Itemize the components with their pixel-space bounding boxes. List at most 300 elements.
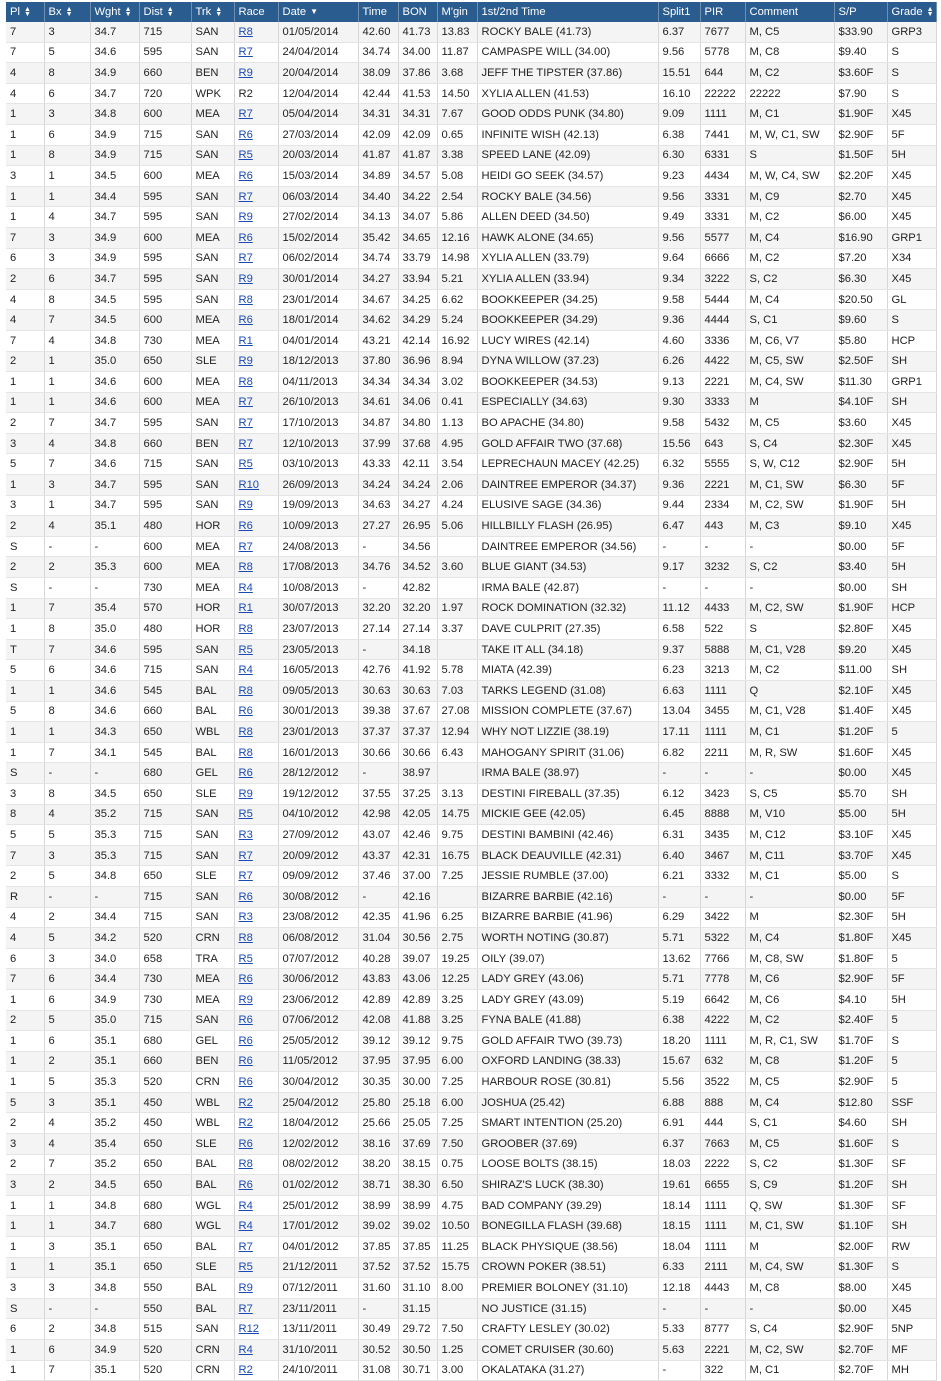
cell-race [234, 495, 278, 516]
cell-sp: $2.10F [834, 681, 887, 702]
cell-pl: 2 [6, 1010, 44, 1031]
cell-time: 38.09 [358, 63, 398, 84]
race-link[interactable]: R8 [238, 375, 253, 388]
cell-time: 27.14 [358, 619, 398, 640]
cell-time: 30.66 [358, 742, 398, 763]
cell-pl: 1 [6, 619, 44, 640]
cell-time: 42.09 [358, 124, 398, 145]
race-link[interactable]: R7 [238, 396, 253, 409]
race-link[interactable]: R6 [238, 890, 253, 903]
cell-race [234, 1134, 278, 1155]
race-link[interactable]: R2 [238, 1117, 253, 1130]
column-header-sp [834, 2, 887, 22]
cell-time: 30.52 [358, 1340, 398, 1361]
race-link[interactable]: R7 [238, 417, 253, 430]
race-link[interactable]: R6 [238, 169, 253, 182]
cell-date: 20/03/2014 [278, 145, 358, 166]
cell-race [234, 886, 278, 907]
cell-race [234, 1237, 278, 1258]
race-link[interactable]: R6 [238, 520, 253, 533]
race-link[interactable]: R7 [238, 1240, 253, 1253]
column-header-wght[interactable] [90, 2, 139, 22]
cell-comment: M, C6 [745, 969, 834, 990]
cell-trk: MEA [191, 578, 234, 599]
cell-pir: 3222 [700, 269, 745, 290]
cell-sp: $0.00 [834, 1298, 887, 1319]
cell-grade: 5H [887, 804, 936, 825]
race-link[interactable]: R7 [238, 870, 253, 883]
cell-pl: 4 [6, 928, 44, 949]
cell-date: 26/09/2013 [278, 475, 358, 496]
race-link[interactable]: R9 [238, 787, 253, 800]
cell-pir: - [700, 536, 745, 557]
cell-date: 01/05/2014 [278, 22, 358, 42]
cell-bx: 5 [44, 1010, 90, 1031]
cell-split1: 6.38 [658, 1010, 700, 1031]
column-header-split1 [658, 2, 700, 22]
race-link[interactable]: R7 [238, 252, 253, 265]
cell-race [234, 969, 278, 990]
race-link[interactable]: R6 [238, 1076, 253, 1089]
race-link[interactable]: R9 [238, 66, 253, 79]
cell-sp: $1.30F [834, 1154, 887, 1175]
sort-both-icon[interactable]: ▲ ▼ [124, 5, 132, 18]
race-link[interactable]: R9 [238, 499, 253, 512]
race-link[interactable]: R6 [238, 128, 253, 141]
race-link[interactable]: R2 [238, 1096, 253, 1109]
cell-wght: 35.0 [90, 1010, 139, 1031]
cell-pir: 3522 [700, 1072, 745, 1093]
cell-wght: 34.6 [90, 392, 139, 413]
sort-both-icon[interactable]: ▲ ▼ [23, 5, 31, 18]
cell-first: BOOKKEEPER (34.25) [477, 289, 658, 310]
cell-race [234, 1051, 278, 1072]
race-link[interactable]: R4 [238, 1343, 253, 1356]
table-row [6, 1257, 936, 1278]
cell-dist: 595 [139, 42, 191, 63]
column-header-trk[interactable] [191, 2, 234, 22]
race-link[interactable]: R6 [238, 973, 253, 986]
cell-pir: 2211 [700, 742, 745, 763]
race-link[interactable]: R9 [238, 272, 253, 285]
cell-pl: T [6, 639, 44, 660]
sort-both-icon[interactable]: ▲ ▼ [215, 5, 223, 18]
cell-trk: MEA [191, 969, 234, 990]
race-link[interactable]: R7 [238, 437, 253, 450]
race-link[interactable]: R2 [238, 1364, 253, 1377]
cell-time: 31.60 [358, 1278, 398, 1299]
cell-time: 30.35 [358, 1072, 398, 1093]
cell-date: 21/12/2011 [278, 1257, 358, 1278]
cell-race [234, 516, 278, 537]
sort-desc-icon[interactable]: ▼ [310, 7, 319, 17]
race-link[interactable]: R6 [238, 1014, 253, 1027]
cell-mgin: 3.38 [437, 145, 477, 166]
race-link[interactable]: R6 [238, 314, 253, 327]
race-link[interactable]: R9 [238, 1282, 253, 1295]
cell-sp: $1.60F [834, 742, 887, 763]
cell-pir: 443 [700, 516, 745, 537]
race-link[interactable]: R5 [238, 643, 253, 656]
cell-sp: $1.40F [834, 701, 887, 722]
cell-pir: 5778 [700, 42, 745, 63]
cell-grade: MH [887, 1360, 936, 1381]
cell-wght: 34.9 [90, 124, 139, 145]
race-link[interactable]: R5 [238, 149, 253, 162]
cell-wght: 34.4 [90, 907, 139, 928]
column-header-date[interactable] [278, 2, 358, 22]
cell-wght: 35.3 [90, 557, 139, 578]
race-link[interactable]: R7 [238, 108, 253, 121]
cell-first: GOLD AFFAIR TWO (39.73) [477, 1031, 658, 1052]
cell-race [234, 269, 278, 290]
cell-bon: 42.82 [398, 578, 437, 599]
cell-pl: 2 [6, 516, 44, 537]
cell-comment: M [745, 907, 834, 928]
race-link[interactable]: R8 [238, 293, 253, 306]
cell-trk: SLE [191, 1257, 234, 1278]
cell-wght: 34.9 [90, 227, 139, 248]
cell-trk: MEA [191, 330, 234, 351]
race-link[interactable]: R3 [238, 911, 253, 924]
race-link[interactable]: R7 [238, 849, 253, 862]
cell-wght: 34.8 [90, 1195, 139, 1216]
race-link[interactable]: R8 [238, 725, 253, 738]
cell-pl: 1 [6, 186, 44, 207]
cell-bon: 25.18 [398, 1092, 437, 1113]
cell-date: 17/10/2013 [278, 413, 358, 434]
cell-wght: 34.7 [90, 269, 139, 290]
cell-bon: 34.65 [398, 227, 437, 248]
cell-trk: SAN [191, 124, 234, 145]
cell-first: ELUSIVE SAGE (34.36) [477, 495, 658, 516]
table-row [6, 392, 936, 413]
race-link[interactable]: R4 [238, 1199, 253, 1212]
cell-bx: 4 [44, 1134, 90, 1155]
cell-race [234, 845, 278, 866]
cell-race [234, 475, 278, 496]
cell-grade: X45 [887, 639, 936, 660]
cell-time: - [358, 578, 398, 599]
cell-date: 04/01/2012 [278, 1237, 358, 1258]
race-link[interactable]: R6 [238, 767, 253, 780]
column-header-bx[interactable] [44, 2, 90, 22]
cell-comment: M, C5 [745, 22, 834, 42]
cell-split1: 9.44 [658, 495, 700, 516]
race-link[interactable]: R4 [238, 664, 253, 677]
cell-split1: 15.56 [658, 433, 700, 454]
cell-sp: $2.30F [834, 907, 887, 928]
cell-date: 07/06/2012 [278, 1010, 358, 1031]
cell-wght: 35.0 [90, 619, 139, 640]
cell-comment: M, C12 [745, 825, 834, 846]
cell-trk: TRA [191, 948, 234, 969]
race-link[interactable]: R1 [238, 602, 253, 615]
cell-first: BO APACHE (34.80) [477, 413, 658, 434]
cell-time: 34.24 [358, 475, 398, 496]
cell-sp: $16.90 [834, 227, 887, 248]
cell-split1: 9.36 [658, 475, 700, 496]
cell-race [234, 1216, 278, 1237]
cell-trk: BAL [191, 701, 234, 722]
cell-sp: $7.20 [834, 248, 887, 269]
cell-mgin: 6.25 [437, 907, 477, 928]
cell-wght: 34.9 [90, 248, 139, 269]
cell-time: 25.66 [358, 1113, 398, 1134]
cell-mgin: 5.21 [437, 269, 477, 290]
cell-first: JOSHUA (25.42) [477, 1092, 658, 1113]
cell-race [234, 763, 278, 784]
cell-pir: 4222 [700, 1010, 745, 1031]
table-row [6, 742, 936, 763]
cell-first: HAWK ALONE (34.65) [477, 227, 658, 248]
cell-trk: BAL [191, 742, 234, 763]
cell-split1: 6.29 [658, 907, 700, 928]
cell-split1: 6.31 [658, 825, 700, 846]
cell-race [234, 124, 278, 145]
race-link[interactable]: R6 [238, 231, 253, 244]
cell-bon: 37.37 [398, 722, 437, 743]
cell-grade: S [887, 1134, 936, 1155]
cell-split1: 9.58 [658, 289, 700, 310]
cell-pir: 5432 [700, 413, 745, 434]
cell-trk: CRN [191, 1340, 234, 1361]
cell-comment: M, C2, SW [745, 1340, 834, 1361]
cell-mgin: 3.13 [437, 783, 477, 804]
race-link[interactable]: R1 [238, 334, 253, 347]
cell-comment: M, C1, SW [745, 1216, 834, 1237]
cell-bon: 41.96 [398, 907, 437, 928]
race-link[interactable]: R4 [238, 1220, 253, 1233]
cell-race [234, 1278, 278, 1299]
cell-date: 20/04/2014 [278, 63, 358, 84]
cell-bon: 39.07 [398, 948, 437, 969]
table-row [6, 1154, 936, 1175]
table-header-row [6, 2, 936, 22]
cell-race [234, 948, 278, 969]
cell-pl: 8 [6, 804, 44, 825]
race-link[interactable]: R6 [238, 1055, 253, 1068]
cell-first: COMET CRUISER (30.60) [477, 1340, 658, 1361]
cell-dist: 715 [139, 1010, 191, 1031]
cell-race [234, 207, 278, 228]
cell-date: 30/07/2013 [278, 598, 358, 619]
column-header-grade[interactable] [887, 2, 936, 22]
cell-first: OXFORD LANDING (38.33) [477, 1051, 658, 1072]
race-link[interactable]: R12 [238, 1323, 260, 1336]
cell-date: 05/04/2014 [278, 104, 358, 125]
cell-split1: 9.49 [658, 207, 700, 228]
race-link[interactable]: R7 [238, 540, 253, 553]
cell-grade: X45 [887, 845, 936, 866]
race-link[interactable]: R8 [238, 931, 253, 944]
cell-first: SMART INTENTION (25.20) [477, 1113, 658, 1134]
race-link[interactable]: R7 [238, 46, 253, 59]
cell-pl: 1 [6, 1216, 44, 1237]
cell-comment: M, R, C1, SW [745, 1031, 834, 1052]
race-link[interactable]: R8 [238, 623, 253, 636]
cell-pl: S [6, 763, 44, 784]
cell-mgin: 3.02 [437, 372, 477, 393]
cell-dist: 480 [139, 516, 191, 537]
cell-wght: 35.0 [90, 351, 139, 372]
cell-grade: SH [887, 660, 936, 681]
cell-bon: 34.22 [398, 186, 437, 207]
sort-both-icon[interactable]: ▲ ▼ [166, 5, 174, 18]
cell-date: 07/12/2011 [278, 1278, 358, 1299]
cell-mgin: 0.75 [437, 1154, 477, 1175]
cell-grade: SH [887, 1216, 936, 1237]
cell-bon: 42.11 [398, 454, 437, 475]
cell-split1: 6.47 [658, 516, 700, 537]
race-link[interactable]: R8 [238, 25, 253, 38]
cell-wght: 35.1 [90, 1360, 139, 1381]
cell-bx: 3 [44, 1092, 90, 1113]
table-row [6, 928, 936, 949]
race-link[interactable]: R6 [238, 1137, 253, 1150]
cell-dist: 595 [139, 475, 191, 496]
cell-dist: 715 [139, 124, 191, 145]
cell-split1: 6.91 [658, 1113, 700, 1134]
cell-time: 37.95 [358, 1051, 398, 1072]
cell-dist: 600 [139, 310, 191, 331]
table-row [6, 413, 936, 434]
cell-first: DAINTREE EMPEROR (34.56) [477, 536, 658, 557]
cell-race [234, 392, 278, 413]
cell-time: - [358, 886, 398, 907]
race-link[interactable]: R5 [238, 808, 253, 821]
cell-dist: 650 [139, 1154, 191, 1175]
cell-mgin: 12.16 [437, 227, 477, 248]
cell-time: 40.28 [358, 948, 398, 969]
cell-first: JEFF THE TIPSTER (37.86) [477, 63, 658, 84]
race-link[interactable]: R4 [238, 581, 253, 594]
column-header-pl[interactable] [6, 2, 44, 22]
cell-pl: S [6, 578, 44, 599]
cell-dist: 520 [139, 1072, 191, 1093]
cell-dist: 715 [139, 145, 191, 166]
race-link[interactable]: R5 [238, 1261, 253, 1274]
cell-mgin: 9.75 [437, 825, 477, 846]
cell-time: 38.99 [358, 1195, 398, 1216]
cell-trk: GEL [191, 1031, 234, 1052]
race-link[interactable]: R7 [238, 1302, 253, 1315]
cell-dist: 570 [139, 598, 191, 619]
race-link[interactable]: R8 [238, 684, 253, 697]
cell-dist: 720 [139, 83, 191, 104]
cell-grade: S [887, 63, 936, 84]
cell-first: CROWN POKER (38.51) [477, 1257, 658, 1278]
sort-both-icon[interactable]: ▲ ▼ [926, 5, 934, 18]
cell-dist: 715 [139, 886, 191, 907]
cell-mgin: 14.75 [437, 804, 477, 825]
race-link[interactable]: R5 [238, 952, 253, 965]
cell-split1: 6.88 [658, 1092, 700, 1113]
cell-wght: - [90, 763, 139, 784]
cell-mgin: 8.00 [437, 1278, 477, 1299]
table-row [6, 639, 936, 660]
cell-dist: 450 [139, 1092, 191, 1113]
cell-wght: 35.2 [90, 1113, 139, 1134]
race-link[interactable]: R6 [238, 1179, 253, 1192]
cell-first: DAVE CULPRIT (27.35) [477, 619, 658, 640]
race-link[interactable]: R9 [238, 211, 253, 224]
table-row [6, 289, 936, 310]
cell-bx: 8 [44, 619, 90, 640]
cell-mgin: 6.00 [437, 1092, 477, 1113]
cell-split1: 9.13 [658, 372, 700, 393]
cell-mgin: 11.25 [437, 1237, 477, 1258]
cell-pir: 6331 [700, 145, 745, 166]
race-link[interactable]: R5 [238, 458, 253, 471]
cell-date: 23/08/2012 [278, 907, 358, 928]
race-link[interactable]: R8 [238, 746, 253, 759]
cell-time: 34.34 [358, 372, 398, 393]
cell-pir: 5444 [700, 289, 745, 310]
cell-bx: 4 [44, 1113, 90, 1134]
column-header-comment [745, 2, 834, 22]
race-link[interactable]: R3 [238, 828, 253, 841]
cell-split1: 18.20 [658, 1031, 700, 1052]
cell-pir: 3422 [700, 907, 745, 928]
table-row [6, 804, 936, 825]
cell-trk: SAN [191, 207, 234, 228]
cell-split1: 6.21 [658, 866, 700, 887]
cell-first: DAINTREE EMPEROR (34.37) [477, 475, 658, 496]
cell-bx: 6 [44, 124, 90, 145]
cell-bon: 41.88 [398, 1010, 437, 1031]
cell-date: 30/06/2012 [278, 969, 358, 990]
race-link[interactable]: R9 [238, 993, 253, 1006]
race-link[interactable]: R6 [238, 705, 253, 718]
sort-both-icon[interactable]: ▲ ▼ [65, 5, 73, 18]
cell-wght: 35.3 [90, 845, 139, 866]
cell-trk: SLE [191, 351, 234, 372]
cell-date: 13/11/2011 [278, 1319, 358, 1340]
race-link[interactable]: R10 [238, 478, 260, 491]
cell-split1: 9.34 [658, 269, 700, 290]
cell-pir: 3455 [700, 701, 745, 722]
column-header-label: M'gin [441, 6, 468, 18]
cell-bx: 7 [44, 639, 90, 660]
cell-grade: S [887, 310, 936, 331]
cell-pl: 7 [6, 227, 44, 248]
cell-grade: 5 [887, 1010, 936, 1031]
race-link[interactable]: R8 [238, 561, 253, 574]
race-link[interactable]: R6 [238, 1034, 253, 1047]
cell-pl: 5 [6, 825, 44, 846]
race-link[interactable]: R8 [238, 1158, 253, 1171]
cell-wght: 34.3 [90, 722, 139, 743]
cell-bx: 5 [44, 825, 90, 846]
column-header-dist[interactable] [139, 2, 191, 22]
cell-pl: 6 [6, 1319, 44, 1340]
cell-first: HILLBILLY FLASH (26.95) [477, 516, 658, 537]
cell-first: SHIRAZ'S LUCK (38.30) [477, 1175, 658, 1196]
cell-grade: 5 [887, 722, 936, 743]
cell-sp: $3.70F [834, 845, 887, 866]
race-link[interactable]: R7 [238, 190, 253, 203]
cell-bx: - [44, 886, 90, 907]
cell-pl: 5 [6, 660, 44, 681]
cell-wght: 34.6 [90, 639, 139, 660]
cell-sp: $33.90 [834, 22, 887, 42]
race-link[interactable]: R9 [238, 355, 253, 368]
cell-dist: 680 [139, 1195, 191, 1216]
cell-wght: 34.8 [90, 433, 139, 454]
cell-mgin: 7.50 [437, 1319, 477, 1340]
cell-grade: 5H [887, 495, 936, 516]
